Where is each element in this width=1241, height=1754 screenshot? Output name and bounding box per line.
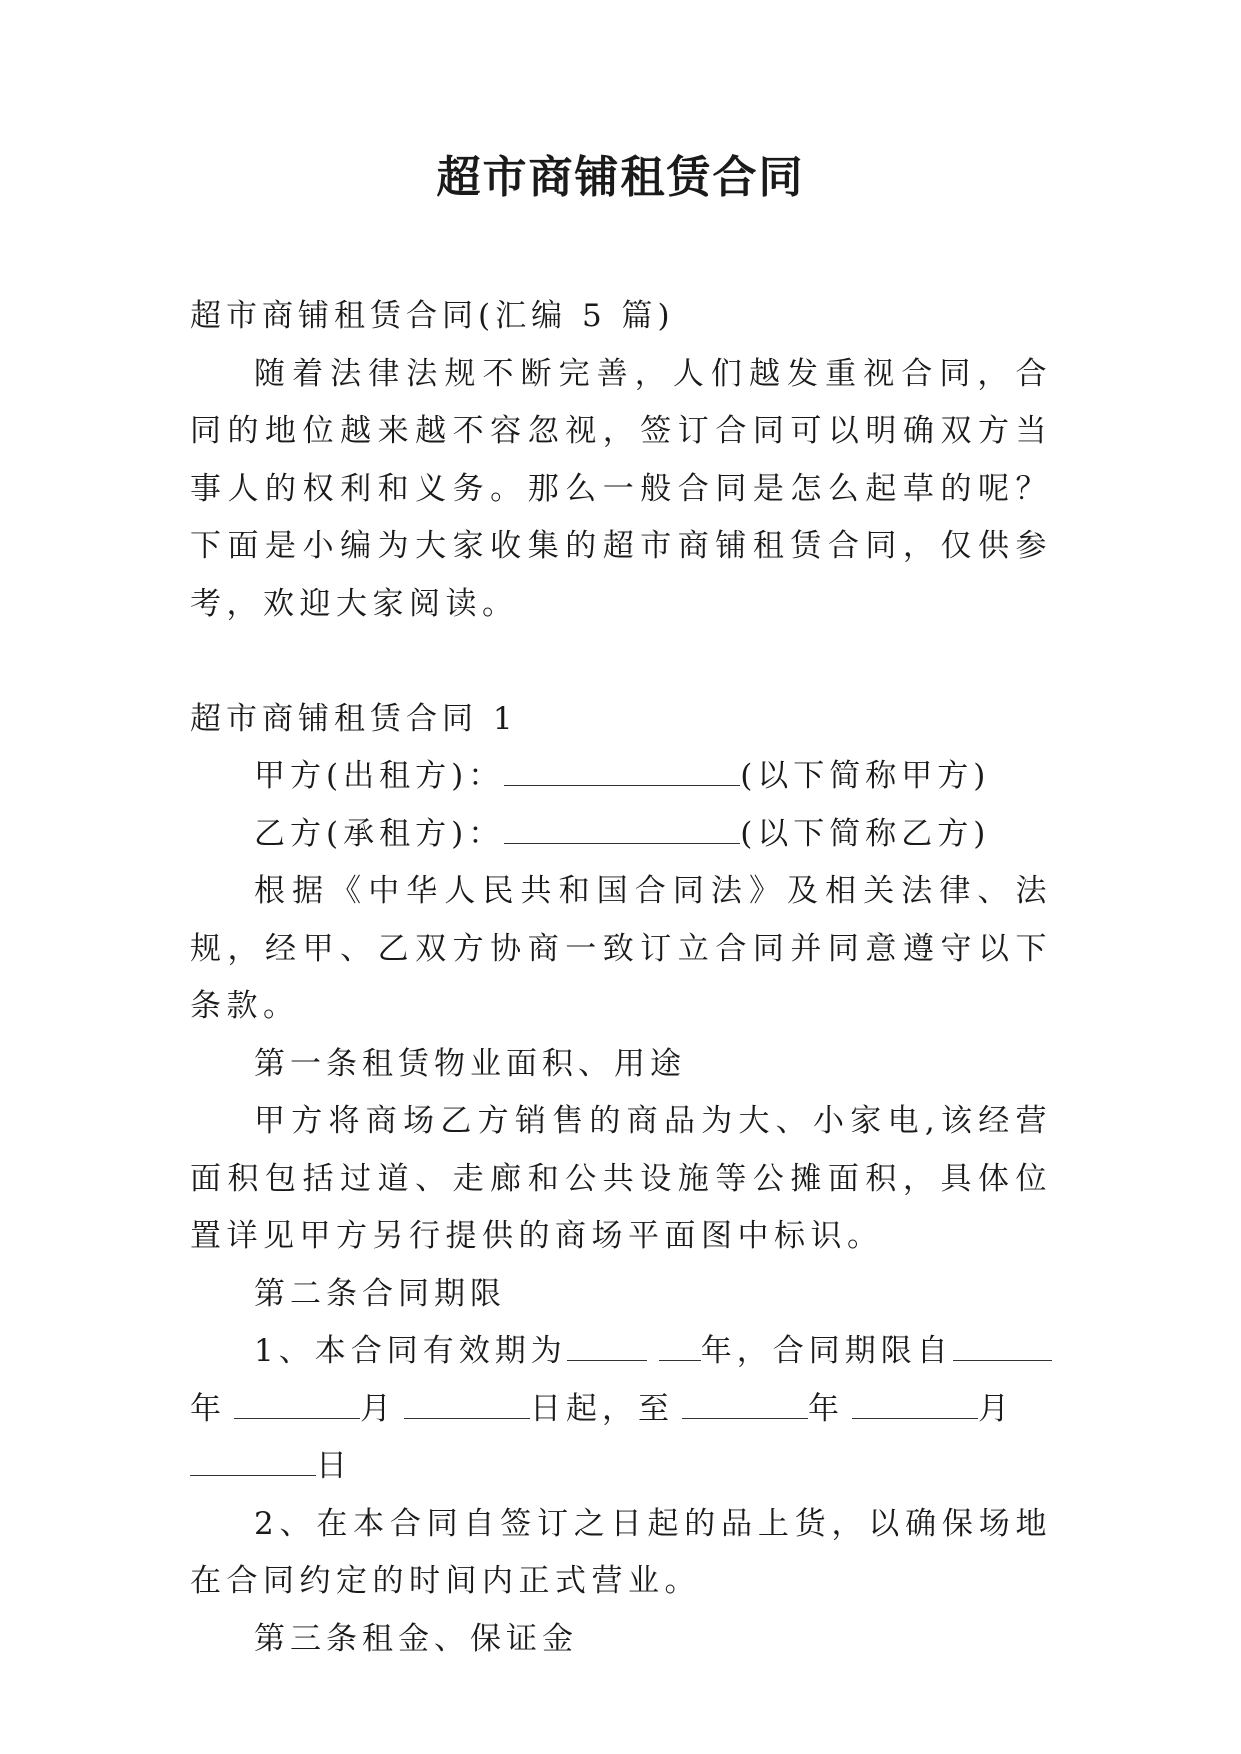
section-heading: 超市商铺租赁合同 1 <box>190 700 518 737</box>
party-b-blank[interactable] <box>504 815 740 844</box>
end-day-blank[interactable] <box>190 1447 316 1476</box>
article2-heading: 第二条合同期限 <box>254 1275 506 1312</box>
article1-body: 甲方将商场乙方销售的商品为大、小家电,该经营面积包括过道、走廊和公共设施等公摊面积，具体位置详见甲方另行提供的商场平面图中标识。 <box>190 1103 1052 1254</box>
clause1-year3-text: 年 <box>808 1390 844 1427</box>
clause1-year2-text: 年 <box>190 1390 226 1427</box>
start-year-blank[interactable] <box>953 1332 1052 1361</box>
term-blank-1[interactable] <box>567 1332 647 1361</box>
article3-heading: 第三条租金、保证金 <box>254 1620 578 1657</box>
end-year-blank[interactable] <box>682 1390 808 1419</box>
end-month-blank[interactable] <box>852 1390 978 1419</box>
start-day-blank[interactable] <box>404 1390 530 1419</box>
clause1-to-text: 至 <box>638 1390 674 1427</box>
party-b-suffix: (以下简称乙方) <box>740 815 991 852</box>
party-b-line <box>190 806 1052 864</box>
clause1-month2-text: 月 <box>978 1390 1014 1427</box>
party-a-label: 甲方(出租方)： <box>254 758 505 794</box>
subtitle: 超市商铺租赁合同(汇编 5 篇) <box>190 298 675 334</box>
article2-clause1-line1 <box>190 1323 1052 1381</box>
article2-clause1-line2 <box>190 1381 1052 1439</box>
party-a-blank[interactable] <box>504 757 740 786</box>
clause1-dayend-text: 日 <box>316 1448 352 1484</box>
clause1-dayfrom-text: 日起， <box>530 1390 638 1427</box>
document-body <box>190 288 1052 1668</box>
article2-clause2: 2、在本合同自签订之日起的品上货，以确保场地在合同约定的时间内正式营业。 <box>190 1505 1052 1599</box>
clause1-prefix: 1、本合同有效期为 <box>254 1333 567 1369</box>
article1-heading: 第一条租赁物业面积、用途 <box>254 1045 686 1082</box>
basis-paragraph: 根据《中华人民共和国合同法》及相关法律、法规，经甲、乙双方协商一致订立合同并同意遵守以下条款。 <box>190 873 1052 1024</box>
party-a-suffix: (以下简称甲方) <box>740 758 991 794</box>
intro-paragraph: 随着法律法规不断完善，人们越发重视合同，合同的地位越来越不容忽视，签订合同可以明确双方当事人的权利和义务。那么一般合同是怎么起草的呢？下面是小编为大家收集的超市商铺租赁合同，仅供参考，欢迎大家阅读。 <box>190 355 1052 622</box>
article2-clause1-line3 <box>190 1438 1052 1496</box>
term-blank-2[interactable] <box>659 1332 701 1361</box>
party-a-line <box>190 748 1052 806</box>
start-month-blank[interactable] <box>234 1390 360 1419</box>
paragraph-spacer <box>190 633 1052 691</box>
party-b-label: 乙方(承租方)： <box>254 815 505 852</box>
clause1-month-text: 月 <box>360 1390 396 1427</box>
document-title: 超市商铺租赁合同 <box>436 152 805 203</box>
clause1-year-text: 年，合同期限自 <box>700 1333 953 1369</box>
